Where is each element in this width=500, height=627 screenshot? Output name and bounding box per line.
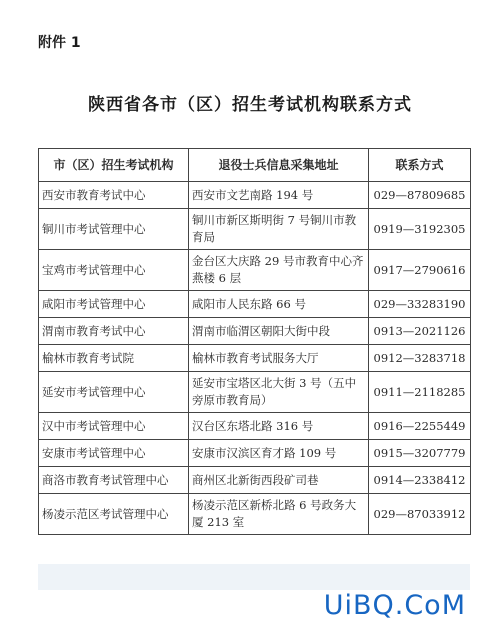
phone-cell: 0915—3207779: [369, 440, 471, 467]
table-row: [39, 345, 471, 372]
address-cell: 杨凌示范区新桥北路 6 号政务大厦 213 室: [189, 494, 369, 535]
table-row: [39, 413, 471, 440]
contact-table: [38, 148, 471, 535]
table-row: [39, 318, 471, 345]
site-watermark: UiBQ.CoM: [323, 590, 466, 621]
phone-cell: 0917—2790616: [369, 250, 471, 291]
phone-cell: 0919—3192305: [369, 209, 471, 250]
phone-cell: 029—33283190: [369, 291, 471, 318]
table-row: [39, 291, 471, 318]
address-cell: 延安市宝塔区北大街 3 号（五中旁原市教育局）: [189, 372, 369, 413]
address-cell: 咸阳市人民东路 66 号: [189, 291, 369, 318]
table-row: [39, 182, 471, 209]
phone-cell: 029—87809685: [369, 182, 471, 209]
table-row: [39, 440, 471, 467]
org-cell: 汉中市考试管理中心: [39, 413, 189, 440]
org-cell: 杨凌示范区考试管理中心: [39, 494, 189, 535]
address-cell: 榆林市教育考试服务大厅: [189, 345, 369, 372]
org-cell: 榆林市教育考试院: [39, 345, 189, 372]
phone-cell: 0911—2118285: [369, 372, 471, 413]
address-cell: 安康市汉滨区育才路 109 号: [189, 440, 369, 467]
org-cell: 商洛市教育考试管理中心: [39, 467, 189, 494]
header-address: 退役士兵信息采集地址: [189, 149, 369, 182]
org-cell: 铜川市考试管理中心: [39, 209, 189, 250]
phone-cell: 0912—3283718: [369, 345, 471, 372]
address-cell: 金台区大庆路 29 号市教育中心齐燕楼 6 层: [189, 250, 369, 291]
phone-cell: 0916—2255449: [369, 413, 471, 440]
phone-cell: 0914—2338412: [369, 467, 471, 494]
address-cell: 铜川市新区斯明街 7 号铜川市教育局: [189, 209, 369, 250]
org-cell: 安康市考试管理中心: [39, 440, 189, 467]
address-cell: 西安市文艺南路 194 号: [189, 182, 369, 209]
org-cell: 渭南市教育考试中心: [39, 318, 189, 345]
address-cell: 渭南市临渭区朝阳大街中段: [189, 318, 369, 345]
footer-band: [38, 564, 470, 590]
phone-cell: 0913—2021126: [369, 318, 471, 345]
header-phone: 联系方式: [369, 149, 471, 182]
address-cell: 汉台区东塔北路 316 号: [189, 413, 369, 440]
attachment-label: 附件 1: [38, 35, 81, 51]
table-row: [39, 467, 471, 494]
table-row: [39, 209, 471, 250]
phone-cell: 029—87033912: [369, 494, 471, 535]
org-cell: 宝鸡市考试管理中心: [39, 250, 189, 291]
address-cell: 商州区北新街西段矿司巷: [189, 467, 369, 494]
org-cell: 咸阳市考试管理中心: [39, 291, 189, 318]
table-row: [39, 372, 471, 413]
org-cell: 延安市考试管理中心: [39, 372, 189, 413]
page-title: 陕西省各市（区）招生考试机构联系方式: [88, 95, 412, 115]
header-org: 市（区）招生考试机构: [39, 149, 189, 182]
org-cell: 西安市教育考试中心: [39, 182, 189, 209]
table-row: [39, 250, 471, 291]
table-row: [39, 494, 471, 535]
table-header-row: [39, 149, 471, 182]
